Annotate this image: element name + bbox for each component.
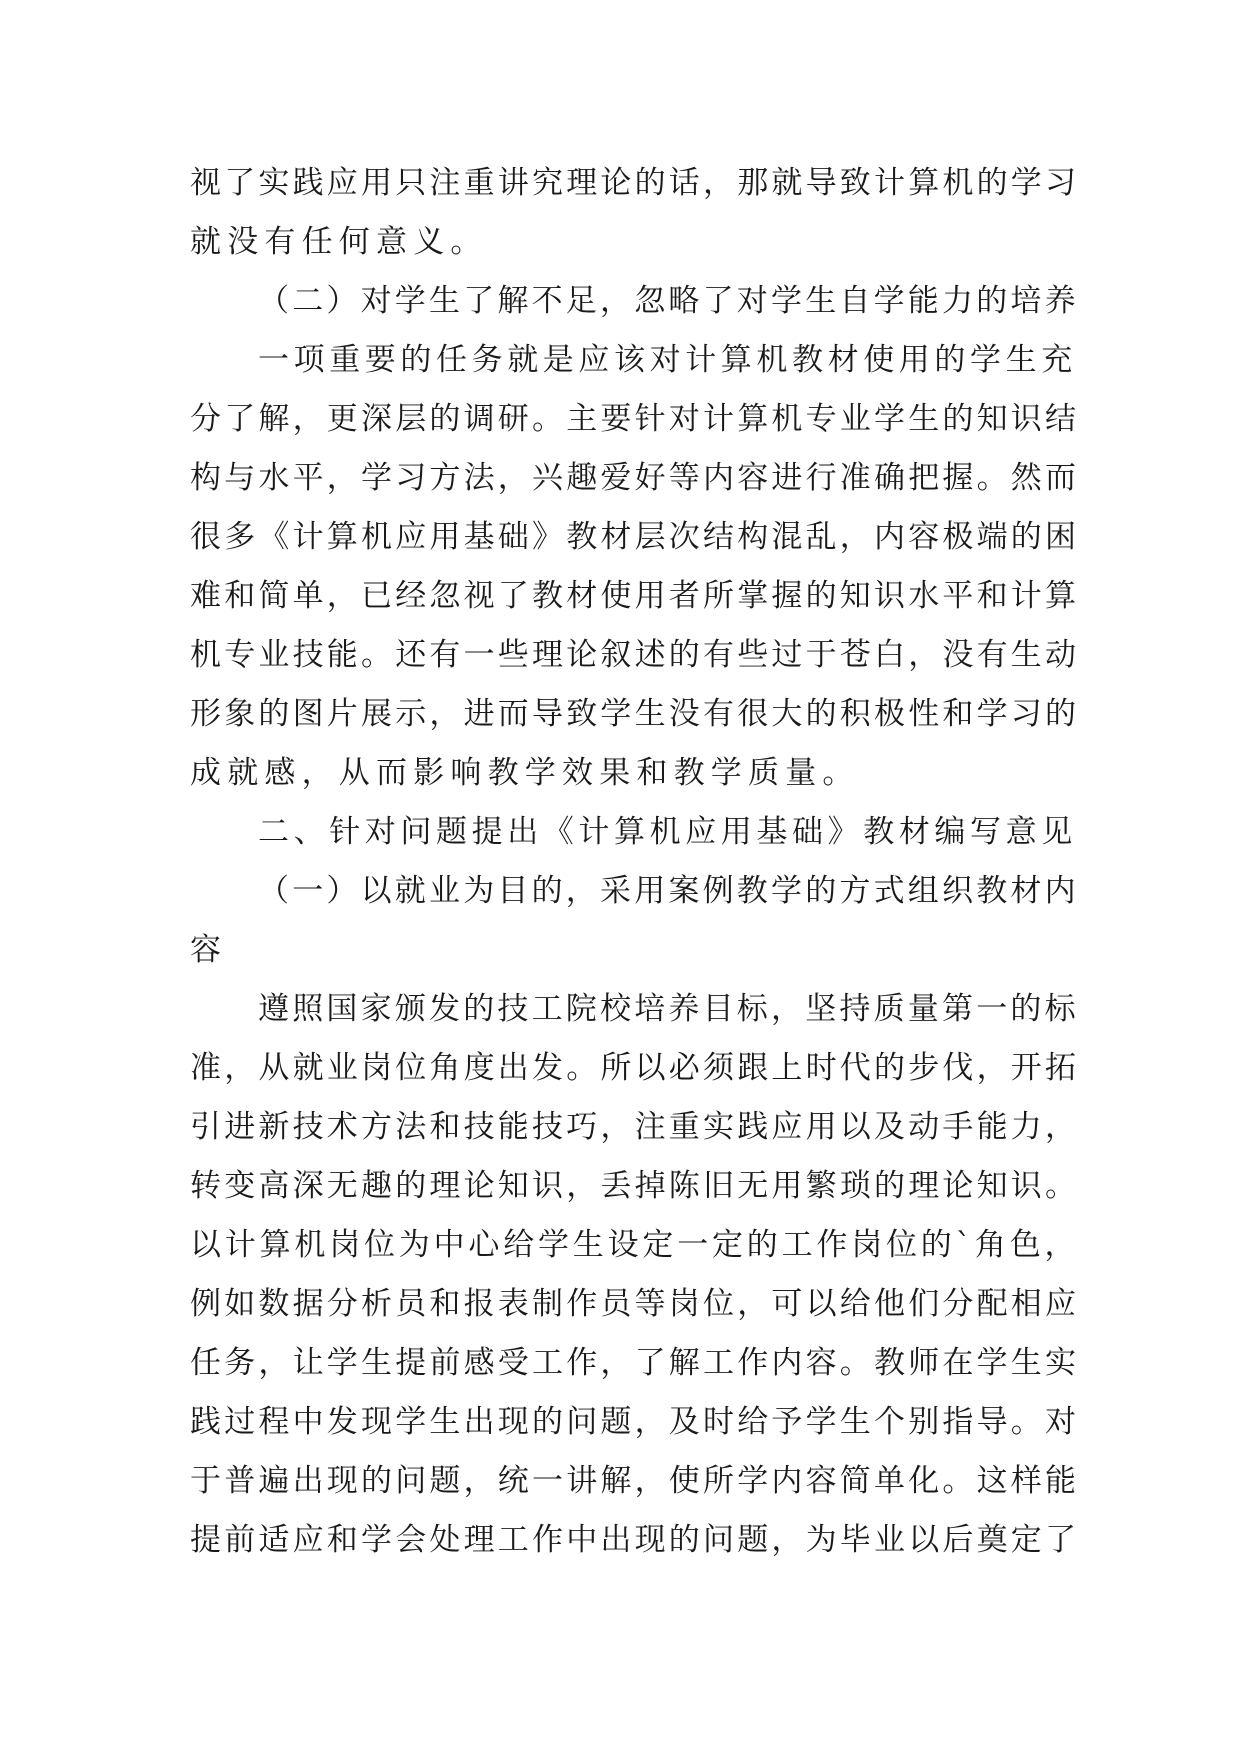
text-line: 分了解，更深层的调研。主要针对计算机专业学生的知识结 xyxy=(190,401,1080,437)
text-line: 以计算机岗位为中心给学生设定一定的工作岗位的`角色， xyxy=(190,1227,1080,1263)
text-line: 很多《计算机应用基础》教材层次结构混乱，内容极端的困 xyxy=(190,519,1080,555)
text-line: 就没有任何意义。 xyxy=(190,224,488,260)
text-line: 形象的图片展示，进而导致学生没有很大的积极性和学习的 xyxy=(190,696,1080,732)
text-line: 例如数据分析员和报表制作员等岗位，可以给他们分配相应 xyxy=(190,1286,1080,1322)
section-heading: 二、针对问题提出《计算机应用基础》教材编写意见 xyxy=(258,814,1077,850)
section-heading: （二）对学生了解不足，忽略了对学生自学能力的培养 xyxy=(258,283,1079,319)
text-line: 难和简单，已经忽视了教材使用者所掌握的知识水平和计算 xyxy=(190,578,1080,614)
text-line: 于普遍出现的问题，统一讲解，使所学内容简单化。这样能 xyxy=(190,1463,1080,1499)
text-line: 提前适应和学会处理工作中出现的问题，为毕业以后奠定了 xyxy=(190,1522,1080,1558)
text-line: 构与水平，学习方法，兴趣爱好等内容进行准确把握。然而 xyxy=(190,460,1080,496)
text-line: 践过程中发现学生出现的问题，及时给予学生个别指导。对 xyxy=(190,1404,1080,1440)
text-line: 成就感，从而影响教学效果和教学质量。 xyxy=(190,755,860,791)
text-line: 准，从就业岗位角度出发。所以必须跟上时代的步伐，开拓 xyxy=(190,1050,1080,1086)
section-heading: （一）以就业为目的，采用案例教学的方式组织教材内 xyxy=(258,873,1079,909)
text-line: 机专业技能。还有一些理论叙述的有些过于苍白，没有生动 xyxy=(190,637,1080,673)
section-heading: 容 xyxy=(190,932,228,968)
text-line: 转变高深无趣的理论知识，丢掉陈旧无用繁琐的理论知识。 xyxy=(190,1168,1080,1204)
text-line: 一项重要的任务就是应该对计算机教材使用的学生充 xyxy=(258,342,1077,378)
text-line: 遵照国家颁发的技工院校培养目标，坚持质量第一的标 xyxy=(258,991,1079,1027)
text-line: 视了实践应用只注重讲究理论的话，那就导致计算机的学习 xyxy=(190,165,1080,201)
text-line: 引进新技术方法和技能技巧，注重实践应用以及动手能力， xyxy=(190,1109,1080,1145)
text-line: 任务，让学生提前感受工作，了解工作内容。教师在学生实 xyxy=(190,1345,1080,1381)
